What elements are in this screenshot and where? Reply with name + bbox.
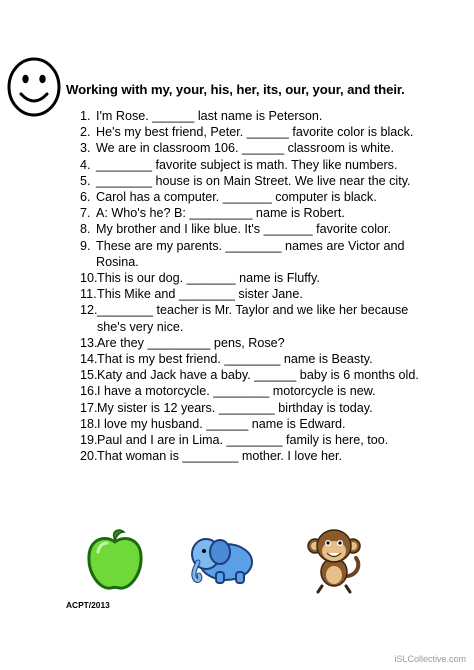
list-item — [80, 270, 427, 286]
smiley-face-icon — [6, 56, 62, 118]
item-number: 20. — [80, 449, 98, 464]
list-item — [80, 108, 427, 124]
item-text: He's my best friend, Peter. ______ favorite color is black. — [96, 125, 414, 140]
list-item — [80, 448, 427, 464]
item-text: I have a motorcycle. ________ motorcycle is new. — [97, 384, 376, 399]
item-number: 3. — [80, 141, 91, 156]
list-item — [80, 335, 427, 351]
list-item — [80, 205, 427, 221]
elephant-icon — [186, 534, 256, 586]
item-text: Are they _________ pens, Rose? — [97, 335, 285, 350]
exercise-list — [80, 108, 427, 464]
item-text: Carol has a computer. _______ computer is black. — [96, 190, 377, 205]
list-item — [80, 140, 427, 156]
item-text: We are in classroom 106. ______ classroom is white. — [96, 141, 394, 156]
list-item — [80, 238, 427, 270]
item-text: These are my parents. ________ names are Victor and Rosina. — [96, 238, 405, 269]
item-text: A: Who's he? B: _________ name is Robert. — [96, 206, 345, 221]
item-text: I'm Rose. ______ last name is Peterson. — [96, 109, 323, 123]
item-text: Katy and Jack have a baby. ______ baby is 6 months old. — [97, 368, 419, 383]
item-number: 5. — [80, 173, 91, 188]
item-number: 15. — [80, 368, 98, 383]
item-text: Paul and I are in Lima. ________ family is here, too. — [97, 433, 389, 448]
monkey-icon — [306, 526, 364, 594]
item-text: That is my best friend. ________ name is Beasty. — [97, 352, 373, 367]
item-number: 9. — [80, 238, 91, 253]
item-number: 14. — [80, 352, 98, 367]
item-text: My brother and I like blue. It's _______ favorite color. — [96, 222, 392, 237]
item-text: ________ favorite subject is math. They like numbers. — [96, 157, 398, 172]
list-item — [80, 432, 427, 448]
list-item — [80, 400, 427, 416]
list-item — [80, 124, 427, 140]
item-number: 12. — [80, 303, 98, 318]
list-item — [80, 367, 427, 383]
item-number: 8. — [80, 222, 91, 237]
list-item — [80, 173, 427, 189]
item-text: That woman is ________ mother. I love her. — [97, 449, 343, 464]
worksheet-title: Working with my, your, his, her, its, our, your, and their. — [66, 82, 405, 97]
list-item — [80, 221, 427, 237]
list-item — [80, 302, 427, 334]
watermark: iSLCollective.com — [394, 654, 466, 664]
list-item — [80, 383, 427, 399]
item-text: This is our dog. _______ name is Fluffy. — [97, 271, 320, 286]
list-item — [80, 157, 427, 173]
list-item — [80, 351, 427, 367]
list-item — [80, 189, 427, 205]
item-text: This Mike and ________ sister Jane. — [97, 287, 303, 302]
item-number: 18. — [80, 416, 98, 431]
item-number: 11. — [80, 287, 97, 302]
item-number: 16. — [80, 384, 98, 399]
list-item — [80, 286, 427, 302]
apple-icon — [84, 526, 146, 592]
item-text: I love my husband. ______ name is Edward. — [97, 416, 346, 431]
item-text: My sister is 12 years. ________ birthday is today. — [97, 400, 373, 415]
item-number: 6. — [80, 190, 91, 205]
item-number: 7. — [80, 206, 91, 221]
item-text: ________ house is on Main Street. We live near the city. — [96, 173, 411, 188]
item-number: 17. — [80, 400, 98, 415]
item-number: 1. — [80, 109, 91, 123]
item-number: 2. — [80, 125, 91, 140]
item-number: 10. — [80, 271, 98, 286]
footer-credit: ACPT/2013 — [66, 600, 110, 610]
item-number: 13. — [80, 335, 98, 350]
item-text: ________ teacher is Mr. Taylor and we like her because she's very nice. — [97, 303, 409, 334]
list-item — [80, 416, 427, 432]
item-number: 19. — [80, 433, 98, 448]
item-number: 4. — [80, 157, 91, 172]
